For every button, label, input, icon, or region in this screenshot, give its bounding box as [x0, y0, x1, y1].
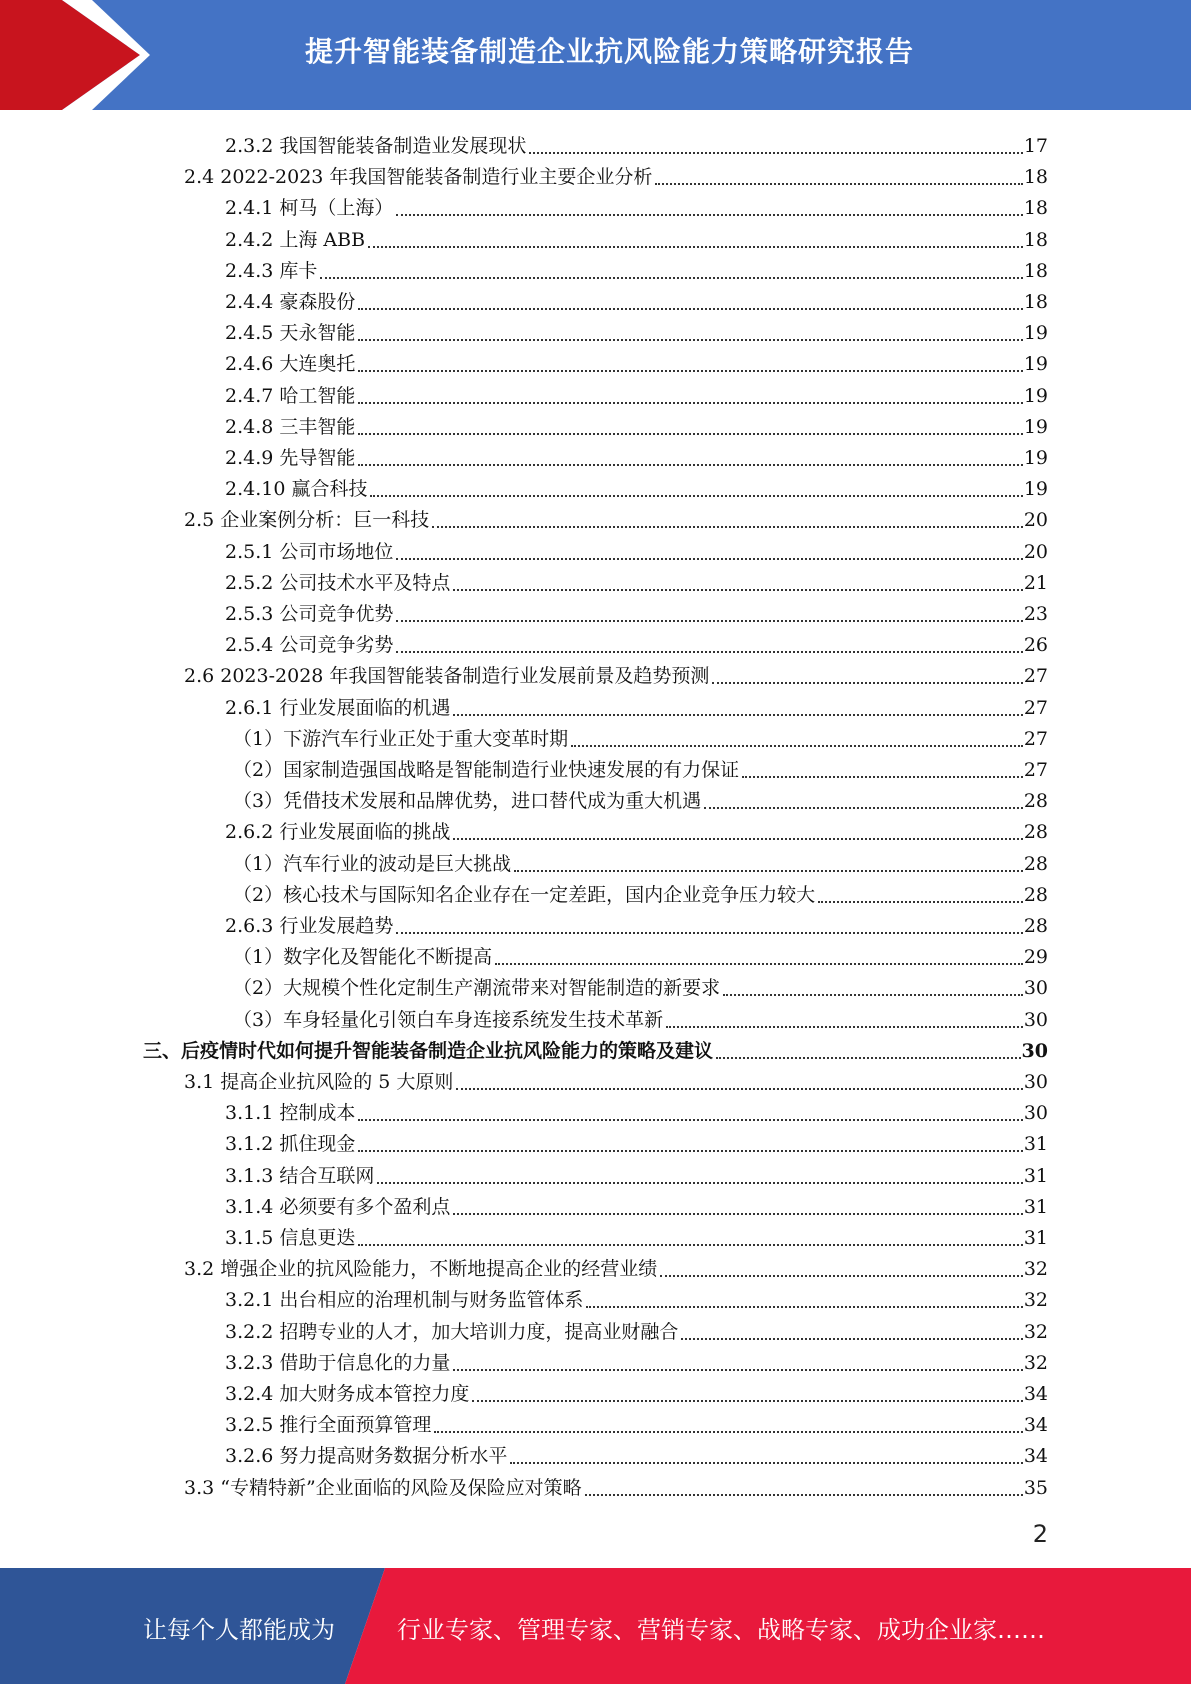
- toc-entry[interactable]: [233, 721, 1048, 751]
- page-header: [0, 0, 1191, 110]
- toc-dot-leader: [818, 900, 1023, 903]
- toc-dot-leader: [396, 619, 1022, 622]
- toc-entry[interactable]: [233, 939, 1048, 969]
- toc-entry[interactable]: [225, 190, 1048, 220]
- toc-entry[interactable]: [225, 1095, 1048, 1125]
- toc-dot-leader: [396, 650, 1022, 653]
- toc-entry[interactable]: [233, 783, 1048, 813]
- footer-slogan-left: 让每个人都能成为: [143, 1616, 335, 1644]
- toc-entry-title: 3.2.2 招聘专业的人才，加大培训力度，提高业财融合: [225, 1320, 679, 1343]
- toc-entry[interactable]: [225, 1189, 1048, 1219]
- toc-entry[interactable]: [225, 471, 1048, 501]
- toc-entry[interactable]: [184, 658, 1048, 688]
- toc-entry-page: 29: [1023, 946, 1048, 969]
- toc-entry[interactable]: [184, 502, 1048, 532]
- toc-entry[interactable]: [143, 1033, 1048, 1063]
- toc-dot-leader: [453, 837, 1022, 840]
- toc-dot-leader: [358, 1149, 1022, 1152]
- toc-entry-page: 19: [1023, 322, 1048, 345]
- toc-entry-title: 3.1.1 控制成本: [225, 1102, 356, 1125]
- toc-entry-page: 34: [1023, 1445, 1048, 1468]
- toc-entry-page: 27: [1023, 759, 1048, 781]
- toc-entry[interactable]: [225, 284, 1048, 314]
- toc-entry[interactable]: [225, 1282, 1048, 1312]
- toc-entry[interactable]: [184, 1470, 1048, 1500]
- toc-entry-page: 18: [1023, 228, 1048, 251]
- toc-entry-title: （3）车身轻量化引领白车身连接系统发生技术革新: [233, 1008, 664, 1031]
- toc-entry-title: 2.5.2 公司技术水平及特点: [225, 571, 451, 594]
- toc-dot-leader: [510, 1461, 1022, 1464]
- toc-entry-title: 2.4.3 库卡: [225, 259, 318, 282]
- toc-entry-title: 3.1.5 信息更迭: [225, 1227, 356, 1249]
- toc-entry-title: 3.2.5 推行全面预算管理: [225, 1414, 432, 1437]
- toc-entry-title: 2.4 2022-2023 年我国智能装备制造行业主要企业分析: [184, 166, 653, 189]
- toc-entry-title: 2.4.8 三丰智能: [225, 415, 356, 438]
- toc-dot-leader: [704, 806, 1023, 809]
- toc-entry-title: 3.1.4 必须要有多个盈利点: [225, 1195, 451, 1218]
- toc-dot-leader: [358, 1243, 1022, 1246]
- toc-dot-leader: [453, 713, 1022, 716]
- toc-entry[interactable]: [225, 346, 1048, 376]
- toc-entry-page: 19: [1023, 415, 1048, 438]
- toc-dot-leader: [712, 681, 1022, 684]
- toc-entry[interactable]: [225, 409, 1048, 439]
- toc-dot-leader: [396, 213, 1022, 216]
- toc-dot-leader: [495, 962, 1023, 965]
- toc-entry-title: 2.5.4 公司竞争劣势: [225, 634, 394, 657]
- toc-dot-leader: [358, 463, 1022, 466]
- toc-entry[interactable]: [225, 1438, 1048, 1468]
- toc-entry-title: （1）汽车行业的波动是巨大挑战: [233, 852, 512, 875]
- toc-dot-leader: [434, 1430, 1022, 1433]
- toc-entry[interactable]: [225, 534, 1048, 564]
- toc-entry-title: 2.5 企业案例分析：巨一科技: [184, 509, 430, 532]
- toc-entry-title: 3.2.6 努力提高财务数据分析水平: [225, 1445, 508, 1468]
- toc-entry-title: （2）核心技术与国际知名企业存在一定差距，国内企业竞争压力较大: [233, 883, 816, 906]
- toc-entry[interactable]: [233, 1002, 1048, 1032]
- toc-entry-page: 35: [1023, 1476, 1048, 1499]
- toc-entry[interactable]: [225, 315, 1048, 345]
- toc-entry[interactable]: [225, 253, 1048, 283]
- toc-entry-title: 2.4.2 上海 ABB: [225, 228, 366, 251]
- toc-dot-leader: [571, 744, 1023, 747]
- toc-entry-page: 27: [1023, 665, 1048, 688]
- footer-slogan-right: 行业专家、管理专家、营销专家、战略专家、成功企业家……: [397, 1616, 1045, 1644]
- toc-dot-leader: [514, 869, 1023, 872]
- toc-entry[interactable]: [225, 1220, 1048, 1250]
- toc-dot-leader: [358, 401, 1022, 404]
- toc-entry-title: 2.6.2 行业发展面临的挑战: [225, 821, 451, 844]
- toc-entry-page: 28: [1023, 821, 1048, 844]
- toc-dot-leader: [432, 525, 1023, 528]
- toc-entry-page: 27: [1023, 696, 1048, 719]
- toc-entry-title: （3）凭借技术发展和品牌优势，进口替代成为重大机遇: [233, 790, 702, 813]
- toc-entry-title: 2.6.1 行业发展面临的机遇: [225, 696, 451, 719]
- toc-entry-page: 19: [1023, 478, 1048, 501]
- toc-entry[interactable]: [225, 1314, 1048, 1344]
- toc-entry-page: 23: [1023, 603, 1048, 625]
- toc-dot-leader: [586, 1305, 1022, 1308]
- toc-entry-title: 2.4.7 哈工智能: [225, 384, 356, 407]
- toc-entry-page: 28: [1023, 883, 1048, 906]
- toc-entry-page: 19: [1023, 447, 1048, 469]
- toc-entry-title: 3.2.3 借助于信息化的力量: [225, 1351, 451, 1374]
- toc-entry-page: 26: [1023, 634, 1048, 657]
- toc-entry-title: 2.4.1 柯马（上海）: [225, 197, 394, 220]
- toc-dot-leader: [358, 432, 1022, 435]
- toc-entry-page: 18: [1023, 166, 1048, 189]
- toc-entry[interactable]: [184, 159, 1048, 189]
- toc-dot-leader: [453, 1368, 1022, 1371]
- toc-dot-leader: [655, 182, 1022, 185]
- toc-entry-page: 32: [1023, 1258, 1048, 1281]
- toc-entry-page: 32: [1023, 1289, 1048, 1312]
- toc-entry-page: 19: [1023, 353, 1048, 376]
- toc-entry[interactable]: [233, 970, 1048, 1000]
- toc-entry-page: 18: [1023, 259, 1048, 282]
- toc-dot-leader: [358, 307, 1022, 310]
- toc-dot-leader: [453, 1212, 1022, 1215]
- toc-entry-page: 30: [1023, 1008, 1048, 1031]
- toc-entry-page: 34: [1023, 1383, 1048, 1405]
- toc-entry-page: 28: [1023, 790, 1048, 813]
- toc-entry-title: 2.5.1 公司市场地位: [225, 540, 394, 563]
- toc-entry-page: 28: [1023, 852, 1048, 875]
- toc-entry-title: 2.4.6 大连奥托: [225, 353, 356, 376]
- toc-entry-page: 18: [1023, 197, 1048, 220]
- toc-dot-leader: [456, 1087, 1022, 1090]
- toc-entry[interactable]: [233, 752, 1048, 782]
- toc-dot-leader: [358, 369, 1022, 372]
- toc-entry-title: 2.4.4 豪森股份: [225, 291, 356, 313]
- toc-entry-page: 32: [1023, 1320, 1048, 1343]
- toc-entry-page: 27: [1023, 727, 1048, 750]
- toc-entry-page: 31: [1023, 1133, 1048, 1156]
- toc-entry-page: 31: [1023, 1164, 1048, 1187]
- toc-dot-leader: [660, 1274, 1023, 1277]
- toc-entry-title: （2）国家制造强国战略是智能制造行业快速发展的有力保证: [233, 759, 740, 781]
- toc-dot-leader: [472, 1399, 1022, 1402]
- toc-entry-page: 32: [1023, 1351, 1048, 1374]
- toc-entry-title: 3.1 提高企业抗风险的 5 大原则: [184, 1071, 454, 1093]
- toc-dot-leader: [453, 588, 1022, 591]
- toc-dot-leader: [370, 494, 1022, 497]
- toc-dot-leader: [666, 1025, 1023, 1028]
- toc-entry[interactable]: [225, 1345, 1048, 1375]
- toc-entry[interactable]: [225, 1376, 1048, 1406]
- toc-entry[interactable]: [225, 128, 1048, 158]
- toc-entry-title: 2.4.5 天永智能: [225, 322, 356, 345]
- toc-entry-title: 3.2.4 加大财务成本管控力度: [225, 1383, 470, 1405]
- toc-dot-leader: [716, 1056, 1021, 1059]
- toc-entry-page: 17: [1023, 135, 1048, 157]
- toc-entry-page: 31: [1023, 1195, 1048, 1218]
- toc-entry-title: 3.1.3 结合互联网: [225, 1164, 375, 1187]
- toc-entry-title: （1）下游汽车行业正处于重大变革时期: [233, 727, 569, 750]
- toc-entry-title: 2.5.3 公司竞争优势: [225, 603, 394, 625]
- toc-entry-page: 20: [1023, 509, 1048, 532]
- toc-dot-leader: [742, 775, 1023, 778]
- toc-entry[interactable]: [225, 690, 1048, 720]
- toc-entry-page: 34: [1023, 1414, 1048, 1437]
- toc-entry-title: 2.4.9 先导智能: [225, 447, 356, 469]
- toc-entry-page: 21: [1023, 571, 1048, 594]
- toc-entry-title: 2.6 2023-2028 年我国智能装备制造行业发展前景及趋势预测: [184, 665, 710, 688]
- toc-dot-leader: [358, 338, 1022, 341]
- toc-entry-title: 2.4.10 赢合科技: [225, 478, 368, 501]
- toc-dot-leader: [377, 1181, 1022, 1184]
- toc-entry[interactable]: [225, 908, 1048, 938]
- toc-entry[interactable]: [225, 440, 1048, 470]
- toc-entry-title: 2.3.2 我国智能装备制造业发展现状: [225, 135, 527, 157]
- toc-entry-title: 2.6.3 行业发展趋势: [225, 915, 394, 937]
- toc-dot-leader: [396, 557, 1022, 560]
- toc-entry[interactable]: [225, 1126, 1048, 1156]
- toc-entry-page: 28: [1023, 915, 1048, 937]
- toc-entry-title: 三、后疫情时代如何提升智能装备制造企业抗风险能力的策略及建议: [143, 1039, 714, 1062]
- toc-dot-leader: [723, 993, 1023, 996]
- toc-entry-title: 3.1.2 抓住现金: [225, 1133, 356, 1156]
- toc-dot-leader: [396, 931, 1022, 934]
- toc-entry-page: 30: [1023, 1102, 1048, 1125]
- toc-dot-leader: [529, 151, 1022, 154]
- toc-entry[interactable]: [233, 846, 1048, 876]
- toc-entry-page: 18: [1023, 291, 1048, 313]
- toc-dot-leader: [368, 245, 1023, 248]
- report-title: 提升智能装备制造企业抗风险能力策略研究报告: [304, 35, 914, 68]
- toc-entry[interactable]: [184, 1251, 1048, 1281]
- toc-entry[interactable]: [233, 877, 1048, 907]
- toc-entry-title: 3.3 “专精特新”企业面临的风险及保险应对策略: [184, 1476, 582, 1499]
- toc-dot-leader: [681, 1337, 1022, 1340]
- toc-entry-page: 30: [1023, 1071, 1048, 1093]
- toc-entry-page: 31: [1023, 1227, 1048, 1249]
- toc-entry-page: 20: [1023, 540, 1048, 563]
- toc-entry[interactable]: [225, 222, 1048, 252]
- toc-entry-page: 19: [1023, 384, 1048, 407]
- toc-entry[interactable]: [225, 1407, 1048, 1437]
- toc-entry-page: 30: [1021, 1039, 1048, 1062]
- page-number: 2: [1032, 1520, 1048, 1548]
- toc-dot-leader: [320, 276, 1022, 279]
- toc-entry-title: （2）大规模个性化定制生产潮流带来对智能制造的新要求: [233, 977, 721, 1000]
- toc-entry[interactable]: [225, 378, 1048, 408]
- toc-entry-page: 30: [1023, 977, 1048, 1000]
- toc-entry[interactable]: [225, 1158, 1048, 1188]
- toc-entry[interactable]: [225, 596, 1048, 626]
- toc-entry[interactable]: [225, 814, 1048, 844]
- toc-entry-title: 3.2.1 出台相应的治理机制与财务监管体系: [225, 1289, 584, 1312]
- toc-dot-leader: [358, 1118, 1022, 1121]
- toc-dot-leader: [585, 1493, 1023, 1496]
- toc-entry[interactable]: [184, 1064, 1048, 1094]
- toc-entry-title: （1）数字化及智能化不断提高: [233, 946, 493, 969]
- toc-entry[interactable]: [225, 627, 1048, 657]
- toc-entry[interactable]: [225, 565, 1048, 595]
- page-footer: [0, 1568, 1191, 1684]
- toc-entry-title: 3.2 增强企业的抗风险能力，不断地提高企业的经营业绩: [184, 1258, 658, 1281]
